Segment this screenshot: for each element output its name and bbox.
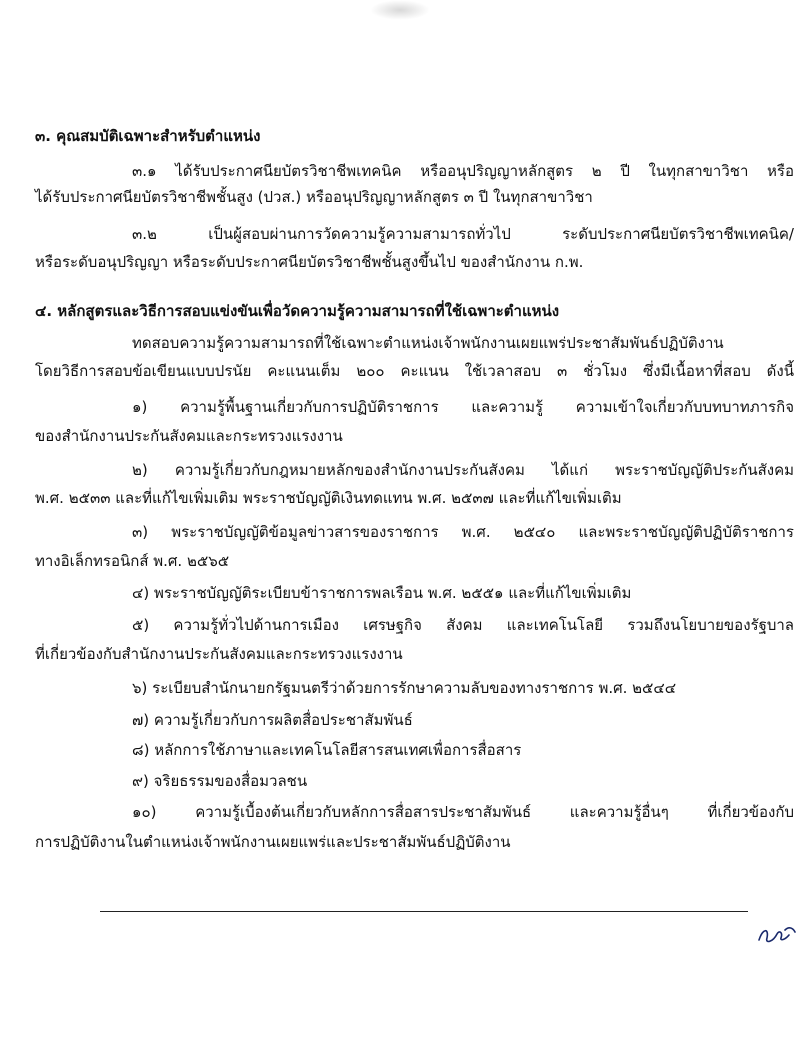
s4-item4: ๔) พระราชบัญญัติระเบียบข้าราชการพลเรือน พ.ศ. ๒๕๕๑ และที่แก้ไขเพิ่มเติม	[132, 584, 632, 602]
s4-item10-line1: ๑๐) ความรู้เบื้องต้นเกี่ยวกับหลักการสื่อสารประชาสัมพันธ์ และความรู้อื่นๆ ที่เกี่ยวข้องกับ	[132, 803, 794, 821]
s4-intro-line2: โดยวิธีการสอบข้อเขียนแบบปรนัย คะแนนเต็ม ๒๐๐ คะแนน ใช้เวลาสอบ ๓ ชั่วโมง ซึ่งมีเนื้อหาที่สอบ ดังนี้	[35, 362, 794, 380]
s4-item6: ๖) ระเบียบสำนักนายกรัฐมนตรีว่าด้วยการรักษาความลับของทางราชการ พ.ศ. ๒๕๔๔	[132, 679, 677, 697]
s4-intro-line1: ทดสอบความรู้ความสามารถที่ใช้เฉพาะตำแหน่งเจ้าพนักงานเผยแพร่ประชาสัมพันธ์ปฏิบัติงาน	[132, 334, 724, 352]
s4-item9: ๙) จริยธรรมของสื่อมวลชน	[132, 772, 308, 790]
s4-item3-line1: ๓) พระราชบัญญัติข้อมูลข่าวสารของราชการ พ.ศ. ๒๕๔๐ และพระราชบัญญัติปฏิบัติราชการ	[132, 523, 794, 541]
s4-item7: ๗) ความรู้เกี่ยวกับการผลิตสื่อประชาสัมพันธ์	[132, 711, 413, 729]
s3-p2-line2: หรือระดับอนุปริญญา หรือระดับประกาศนียบัตรวิชาชีพชั้นสูงขึ้นไป ของสำนักงาน ก.พ.	[35, 253, 584, 271]
s4-item5-line2: ที่เกี่ยวข้องกับสำนักงานประกันสังคมและกระทรวงแรงงาน	[35, 645, 403, 663]
s4-item5-line1: ๕) ความรู้ทั่วไปด้านการเมือง เศรษฐกิจ สังคม และเทคโนโลยี รวมถึงนโยบายของรัฐบาล	[132, 616, 794, 634]
s4-item2-line2: พ.ศ. ๒๕๓๓ และที่แก้ไขเพิ่มเติม พระราชบัญญัติเงินทดแทน พ.ศ. ๒๕๓๗ และที่แก้ไขเพิ่มเติม	[35, 489, 622, 507]
s3-p1-line2: ได้รับประกาศนียบัตรวิชาชีพชั้นสูง (ปวส.) หรืออนุปริญญาหลักสูตร ๓ ปี ในทุกสาขาวิชา	[35, 188, 593, 206]
s3-p2-line1: ๓.๒ เป็นผู้สอบผ่านการวัดความรู้ความสามารถทั่วไป ระดับประกาศนียบัตรวิชาชีพเทคนิค/	[132, 225, 794, 243]
s4-item2-line1: ๒) ความรู้เกี่ยวกับกฎหมายหลักของสำนักงานประกันสังคม ได้แก่ พระราชบัญญัติประกันสังคม	[132, 461, 794, 479]
signature-mark	[755, 918, 800, 948]
section-3-heading: ๓. คุณสมบัติเฉพาะสำหรับตำแหน่ง	[35, 127, 261, 145]
header-emblem-trace	[370, 0, 430, 20]
s3-p1-line1: ๓.๑ ได้รับประกาศนียบัตรวิชาชีพเทคนิค หรืออนุปริญญาหลักสูตร ๒ ปี ในทุกสาขาวิชา หรือ	[132, 162, 794, 180]
s4-item1-line1: ๑) ความรู้พื้นฐานเกี่ยวกับการปฏิบัติราชการ และความรู้ ความเข้าใจเกี่ยวกับบทบาทภารกิจ	[132, 398, 794, 416]
s4-item8: ๘) หลักการใช้ภาษาและเทคโนโลยีสารสนเทศเพื่อการสื่อสาร	[132, 741, 522, 759]
s4-item1-line2: ของสำนักงานประกันสังคมและกระทรวงแรงงาน	[35, 427, 343, 445]
s4-item10-line2: การปฏิบัติงานในตำแหน่งเจ้าพนักงานเผยแพร่และประชาสัมพันธ์ปฏิบัติงาน	[35, 833, 511, 851]
footer-divider	[100, 911, 748, 912]
s4-item3-line2: ทางอิเล็กทรอนิกส์ พ.ศ. ๒๕๖๕	[35, 552, 230, 570]
section-4-heading: ๔. หลักสูตรและวิธีการสอบแข่งขันเพื่อวัดความรู้ความสามารถที่ใช้เฉพาะตำแหน่ง	[35, 302, 560, 320]
